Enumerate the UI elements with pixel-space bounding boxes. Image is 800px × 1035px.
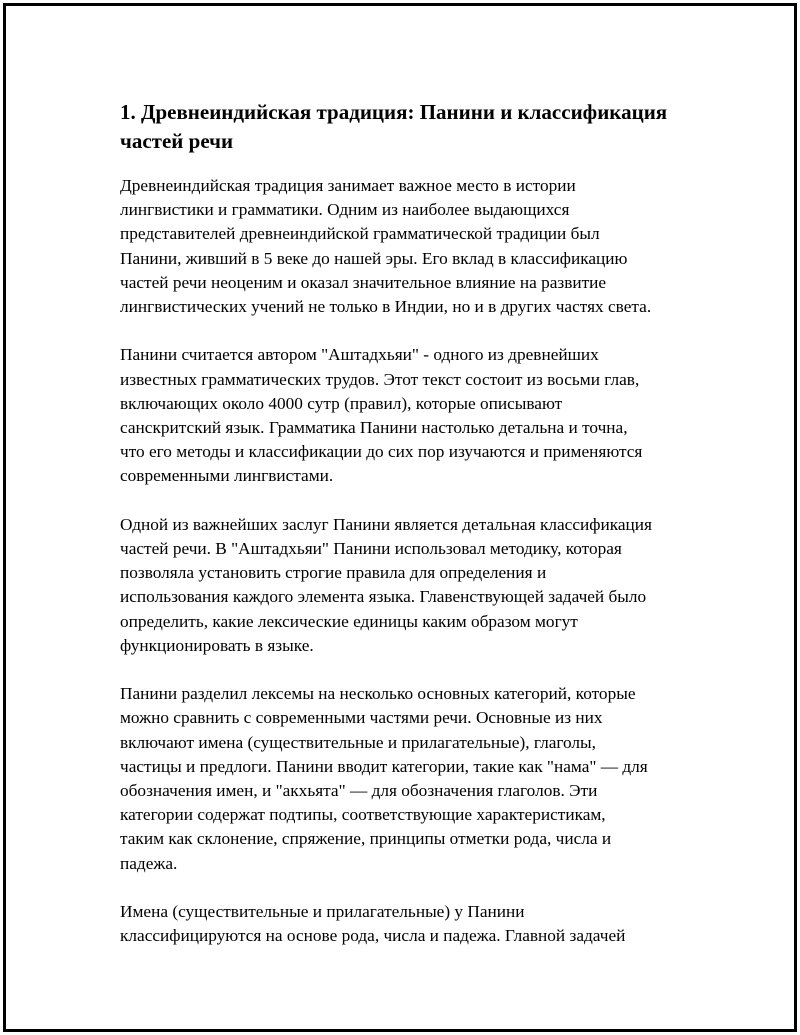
section-heading: 1. Древнеиндийская традиция: Панини и классификация частей речи	[120, 100, 668, 153]
paragraph-categories: Панини разделил лексемы на несколько основных категорий, которые можно сравнить с современными частями речи. Основные из них включают имена (существительные и прилагательные), глаголы, частицы и предлоги. Панини вводит категории, такие как "нама" — для обозначения имен, и "акхьята" — для обозначения глаголов. Эти категории содержат подтипы, соответствующие характеристикам, таким как склонение, спряжение, принципы отметки рода, числа и падежа.	[120, 684, 648, 873]
document-body	[120, 98, 700, 973]
paragraph-ashtadhyayi: Панини считается автором "Аштадхьяи" - одного из древнейших известных грамматических трудов. Этот текст состоит из восьми глав, включающих около 4000 сутр (правил), которые описывают санскритский язык. Грамматика Панини настолько детальна и точна, что его методы и классификации до сих пор изучаются и применяются современными лингвистами.	[120, 345, 643, 486]
paragraph-nouns: Имена (существительные и прилагательные) у Панини классифицируются на основе рода, числа и падежа. Главной задачей	[120, 902, 626, 946]
paragraph-intro: Древнеиндийская традиция занимает важное место в истории лингвистики и грамматики. Одним из наиболее выдающихся представителей древнеиндийской грамматической традиции был Панини, живший в 5 веке до нашей эры. Его вклад в классификацию частей речи неоценим и оказал значительное влияние на развитие лингвистических учений не только в Индии, но и в других частях света.	[120, 176, 652, 317]
paragraph-classification: Одной из важнейших заслуг Панини является детальная классификация частей речи. В "Аштадхьяи" Панини использовал методику, которая позволяла установить строгие правила для определения и использования каждого элемента языка. Главенствующей задачей было определить, какие лексические единицы каким образом могут функционировать в языке.	[120, 514, 652, 655]
page-border	[3, 3, 797, 1032]
